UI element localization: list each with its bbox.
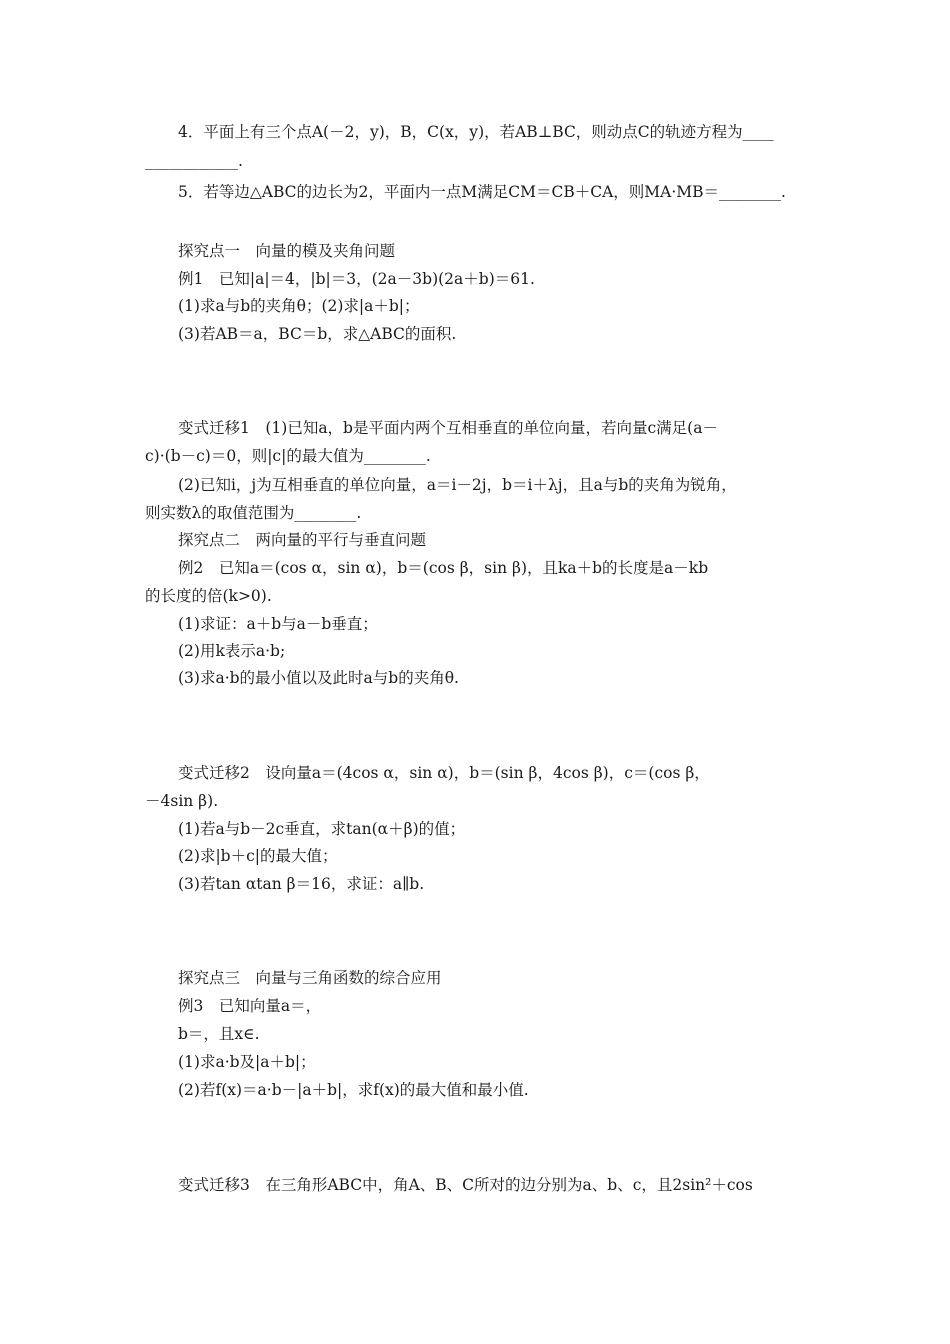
variant-1-part-2-line-1: (2)已知i，j为互相垂直的单位向量，a＝i－2j，b＝i＋λj，且a与b的夹角为锐角，: [178, 476, 737, 494]
section-3-heading: 探究点三 向量与三角函数的综合应用: [178, 969, 442, 987]
section-1-heading: 探究点一 向量的模及夹角问题: [178, 242, 396, 260]
example-3-part-2: (2)若f(x)＝a·b－|a＋b|，求f(x)的最大值和最小值.: [178, 1081, 529, 1099]
example-1: 例1 已知|a|＝4，|b|＝3，(2a－3b)(2a＋b)＝61.: [178, 270, 535, 288]
example-3-line-1: 例3 已知向量a＝，: [178, 997, 322, 1015]
problem-4-line-1: 4．平面上有三个点A(－2，y)，B，C(x，y)，若AB⊥BC，则动点C的轨迹方程为____: [178, 123, 774, 141]
variant-2-line-1: 变式迁移2 设向量a＝(4cos α，sin α)，b＝(sin β，4cos β)，c＝(cos β，: [178, 764, 710, 782]
problem-5: 5．若等边△ABC的边长为2，平面内一点M满足CM＝CB＋CA，则MA·MB＝________.: [178, 183, 786, 201]
variant-1-part-2-line-2: 则实数λ的取值范围为________.: [145, 504, 362, 522]
example-2-part-3: (3)求a·b的最小值以及此时a与b的夹角θ.: [178, 669, 459, 687]
example-2-line-1: 例2 已知a＝(cos α，sin α)，b＝(cos β，sin β)，且ka＋b的长度是a－kb: [178, 559, 709, 577]
example-2-part-2: (2)用k表示a·b;: [178, 642, 286, 660]
example-1-part-1-2: (1)求a与b的夹角θ；(2)求|a＋b|；: [178, 297, 420, 315]
section-2-heading: 探究点二 两向量的平行与垂直问题: [178, 531, 427, 549]
example-2-line-2: 的长度的倍(k>0).: [145, 587, 272, 605]
variant-1-line-2: c)·(b－c)＝0，则|c|的最大值为________.: [145, 447, 431, 465]
variant-1-line-1: 变式迁移1 (1)已知a，b是平面内两个互相垂直的单位向量，若向量c满足(a－: [178, 419, 718, 437]
variant-2-line-2: －4sin β).: [145, 792, 219, 810]
variant-3-line-1: 变式迁移3 在三角形ABC中，角A、B、C所对的边分别为a、b、c，且2sin²＋cos: [178, 1176, 753, 1194]
problem-4-line-2: ____________.: [145, 152, 243, 170]
example-3-line-2: b＝，且x∈.: [178, 1025, 260, 1043]
variant-2-part-3: (3)若tan αtan β＝16，求证：a∥b.: [178, 875, 425, 893]
example-3-part-1: (1)求a·b及|a＋b|；: [178, 1053, 316, 1071]
variant-2-part-1: (1)若a与b－2c垂直，求tan(α＋β)的值；: [178, 820, 466, 838]
example-1-part-3: (3)若AB＝a，BC＝b，求△ABC的面积.: [178, 325, 457, 343]
variant-2-part-2: (2)求|b＋c|的最大值；: [178, 847, 338, 865]
example-2-part-1: (1)求证：a＋b与a－b垂直；: [178, 615, 378, 633]
